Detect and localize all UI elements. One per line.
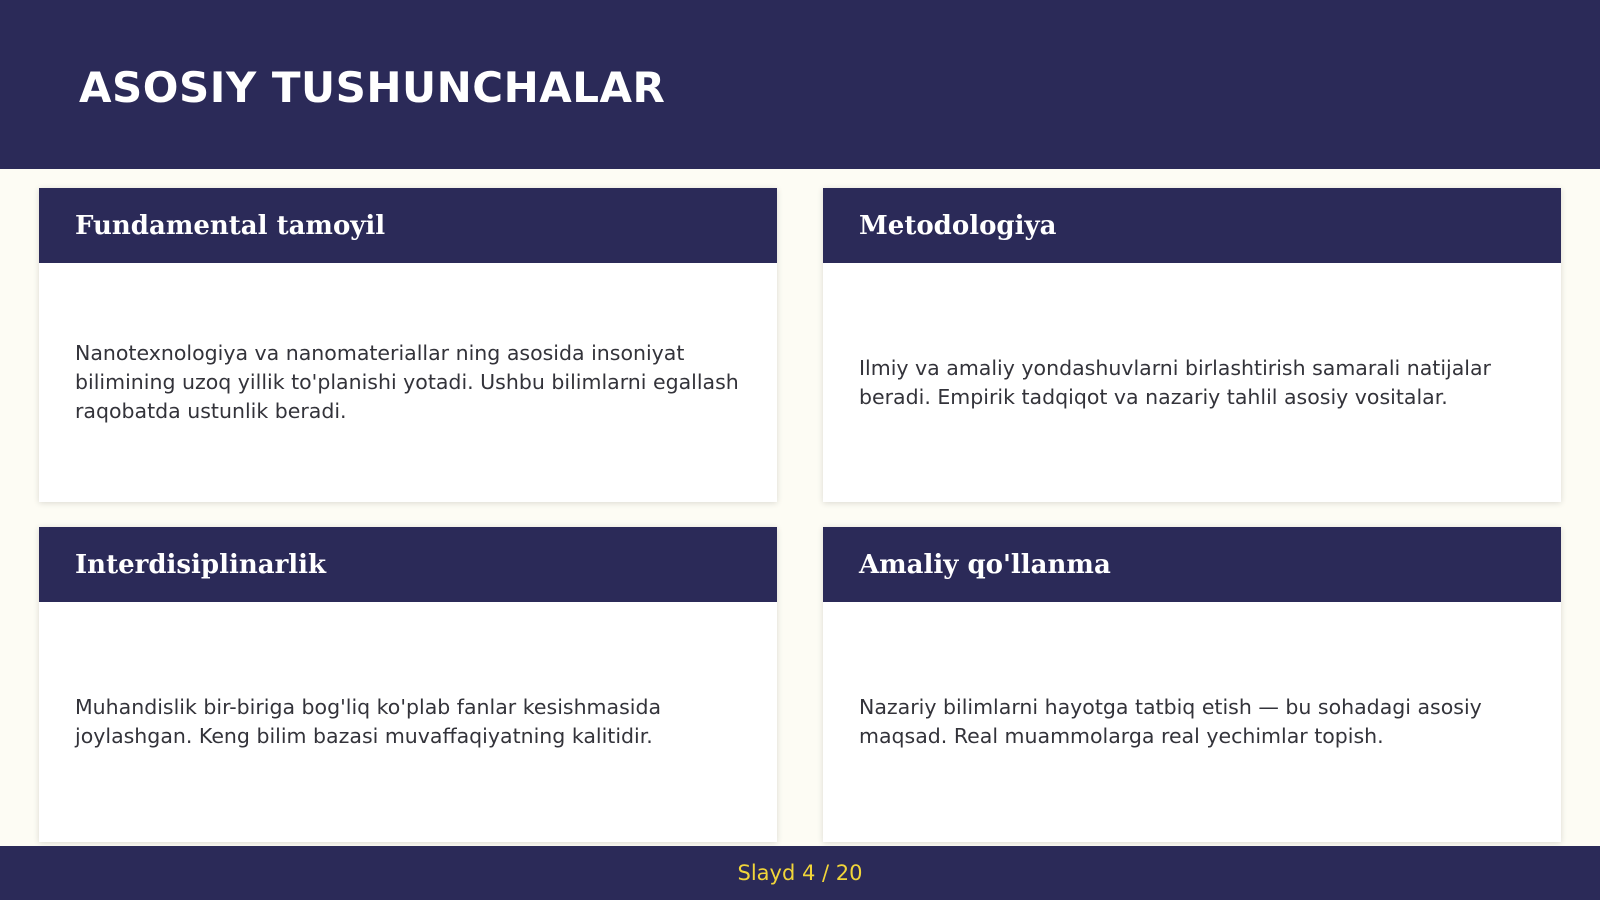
card-header [823,527,1561,602]
card-body [823,602,1561,842]
card-title: Interdisiplinarlik [75,549,327,580]
card-header [39,527,777,602]
card-body [39,263,777,502]
concept-card-methodology [823,188,1561,502]
slide-header [0,0,1600,169]
card-text: Ilmiy va amaliy yondashuvlarni birlashtirish samarali natijalar beradi. Empirik tadqiqot va nazariy tahlil asosiy vositalar. [859,355,1491,409]
card-header [39,188,777,263]
page-title: ASOSIY TUSHUNCHALAR [79,63,666,112]
card-title: Amaliy qo'llanma [859,549,1111,580]
card-text: Nazariy bilimlarni hayotga tatbiq etish — bu sohadagi asosiy maqsad. Real muammolarga real yechimlar topish. [859,695,1482,748]
card-title: Fundamental tamoyil [75,210,386,241]
card-body [823,263,1561,502]
slide-footer [0,846,1600,900]
card-header [823,188,1561,263]
card-text: Muhandislik bir-biriga bog'liq ko'plab fanlar kesishmasida joylashgan. Keng bilim bazasi muvaffaqiyatning kalitidir. [75,695,662,748]
slide-counter: Slayd 4 / 20 [737,861,863,885]
concept-card-interdisciplinarity [39,527,777,842]
card-title: Metodologiya [859,210,1057,241]
card-text: Nanotexnologiya va nanomateriallar ning asosida insoniyat bilimining uzoq yillik to'planishi yotadi. Ushbu bilimlarni egallash raqobatda ustunlik beradi. [75,341,739,423]
concept-card-fundamental [39,188,777,502]
concept-card-practical-guide [823,527,1561,842]
card-body [39,602,777,842]
